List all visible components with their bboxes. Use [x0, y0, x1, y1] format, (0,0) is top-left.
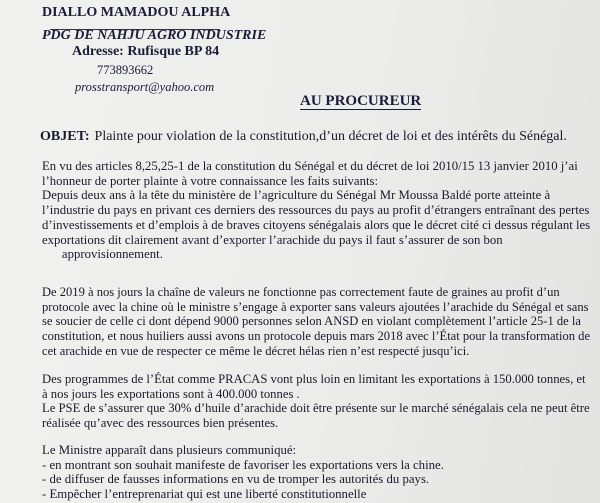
paragraph-line: réalisée qu’avec des ressources bien présentes. — [42, 416, 279, 431]
paragraph-line: constitution, et nous huiliers aussi avons un protocole depuis mars 2018 avec l’État pour la transformation de — [42, 329, 591, 344]
paragraph-line: se soucier de celle ci dont dépend 9000 personnes selon ANSD en violant complètement l’article 25-1 de la — [42, 314, 581, 329]
paragraph-line: cet arachide en vue de respecter ce même le décret hélas rien n’est respecté jusqu’ici. — [42, 343, 470, 358]
paragraph-line: - Empêcher l’entreprenariat qui est une liberté constitutionnelle — [42, 487, 367, 502]
paragraph-line: De 2019 à nos jours la chaîne de valeurs ne fonctionne pas correctement faute de graines au profit d’un — [42, 285, 560, 299]
sender-address: Adresse: Rufisque BP 84 — [72, 44, 220, 59]
recipient-text: AU PROCUREUR — [300, 93, 422, 109]
recipient-heading — [300, 93, 421, 110]
sender-phone: 773893662 — [97, 63, 154, 77]
paragraph-2 — [42, 285, 600, 359]
paragraph-line: - en montrant son souhait manifeste de favoriser les exportations vers la chine. — [42, 457, 444, 472]
objet-line — [40, 129, 567, 145]
paragraph-3 — [42, 372, 596, 431]
paragraph-line: Des programmes de l’État comme PRACAS vont plus loin en limitant les exportations à 150.000 tonnes, et — [42, 372, 586, 386]
paragraph-line: En vu des articles 8,25,25-1 de la constitution du Sénégal et du décret de loi 2010/15 13 janvier 2010 j’ai — [42, 159, 578, 173]
paragraph-line: exportations dit clairement avant d’exporter l’arachide du pays il faut s’assurer de son bon — [42, 232, 503, 247]
paragraph-line: - de diffuser de fausses informations en vu de tromper les autorités du pays. — [42, 472, 430, 487]
objet-text: Plainte pour violation de la constitution,d’un décret de loi et des intérêts du Sénégal. — [94, 129, 567, 144]
paragraph-line: Le PSE de s’assurer que 30% d’huile d’arachide doit être présente sur le marché sénégalais cela ne peut être — [42, 401, 590, 416]
paragraph-1 — [42, 159, 592, 262]
paragraph-line: à nos jours les exportations sont à 400.000 tonnes . — [42, 386, 300, 401]
paragraph-line: protocole avec la chine où le ministre s’engage à exporter sans valeurs ajoutées l’arachide du Sénégal et sans — [42, 299, 589, 314]
paragraph-4 — [42, 443, 444, 502]
paragraph-line: approvisionnement. — [61, 247, 163, 262]
sender-title: PDG DE NAHJU AGRO INDUSTRIE — [42, 28, 267, 43]
paragraph-line: l’industrie du pays en privant ces derniers des ressources du pays au profit d’étrangers entraînant des pertes — [42, 203, 590, 218]
paragraph-line: Depuis deux ans à la tête du ministère de l’agriculture du Sénégal Mr Moussa Baldé porte atteinte à — [42, 188, 551, 203]
sender-name: DIALLO MAMADOU ALPHA — [42, 5, 231, 20]
paragraph-line: Le Ministre apparaît dans plusieurs communiqué: — [42, 443, 297, 457]
objet-label: OBJET: — [40, 129, 90, 144]
paragraph-line: l’honneur de porter plainte à votre connaissance les faits suivants: — [42, 173, 379, 188]
paragraph-line: d’investissements et d’emplois à de braves citoyens sénégalais alors que le décret cité ci dessus régulant les — [42, 217, 591, 232]
sender-email: prosstransport@yahoo.com — [75, 80, 215, 94]
